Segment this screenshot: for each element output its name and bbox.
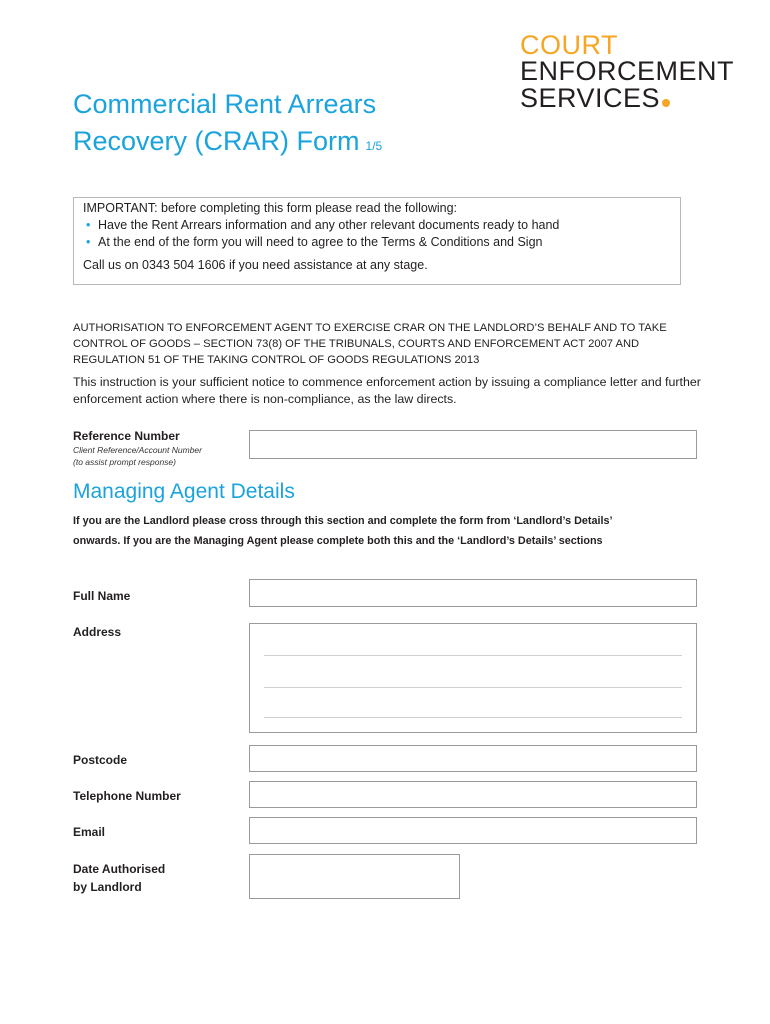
company-logo: [520, 32, 750, 111]
logo-line-court: COURT: [520, 30, 619, 60]
address-line-divider: [264, 655, 682, 656]
instructions-line-2: onwards. If you are the Managing Agent please complete both this and the ‘Landlord’s Details’ sections: [73, 535, 603, 547]
address-line-divider: [264, 687, 682, 688]
page-title-line-2: [73, 123, 382, 165]
logo-dot-icon: [662, 99, 670, 107]
page-number: 1/5: [365, 139, 383, 153]
managing-agent-instructions: [73, 511, 693, 551]
important-intro: IMPORTANT: before completing this form please read the following:: [83, 201, 458, 215]
important-bullet-text: Have the Rent Arrears information and any other relevant documents ready to hand: [98, 218, 560, 232]
email-input[interactable]: [249, 817, 697, 844]
page-title-line-2-text: Recovery (CRAR) Form: [73, 126, 360, 156]
reference-hint-line-1: Client Reference/Account Number: [73, 445, 202, 455]
important-notice-box: [73, 197, 681, 285]
telephone-label: Telephone Number: [73, 789, 181, 803]
authorisation-body: This instruction is your sufficient notice to commence enforcement action by issuing a compliance letter and further enforcement action where there is non-compliance, as the law directs.: [73, 375, 701, 406]
authorisation-heading: AUTHORISATION TO ENFORCEMENT AGENT TO EXERCISE CRAR ON THE LANDLORD’S BEHALF AND TO TAKE CONTROL OF GOODS – SECTION 73(8) OF THE TRIBUNALS, COURTS AND ENFORCEMENT ACT 2007 AND REGULATION 51 OF THE TAKING CONTROL OF GOODS REGULATIONS 2013: [73, 322, 667, 366]
page-title-line-1: Commercial Rent Arrears: [73, 89, 377, 119]
date-authorised-label: [73, 860, 165, 896]
reference-number-input[interactable]: [249, 430, 697, 459]
logo-line-enforcement: ENFORCEMENT: [520, 56, 734, 87]
bullet-icon: •: [86, 218, 91, 232]
important-bullet-text: At the end of the form you will need to agree to the Terms & Conditions and Sign: [98, 235, 543, 249]
important-bullet-item: [83, 234, 672, 251]
reference-number-label: Reference Number: [73, 429, 180, 443]
bullet-icon: •: [86, 235, 91, 249]
important-bullet-item: [83, 217, 672, 234]
date-authorised-input[interactable]: [249, 854, 460, 899]
full-name-label: Full Name: [73, 589, 131, 603]
instructions-line-1: If you are the Landlord please cross through this section and complete the form from ‘Landlord’s Details’: [73, 515, 613, 527]
reference-number-hint: [73, 444, 202, 468]
managing-agent-heading: Managing Agent Details: [73, 480, 295, 503]
postcode-label: Postcode: [73, 753, 128, 767]
logo-line-services: [520, 82, 750, 113]
address-textarea[interactable]: [249, 623, 697, 733]
date-authorised-label-line-1: Date Authorised: [73, 862, 166, 876]
address-line-divider: [264, 717, 682, 718]
page-title: [73, 86, 382, 165]
full-name-input[interactable]: [249, 579, 697, 607]
logo-line-services-text: SERVICES: [520, 82, 661, 113]
postcode-input[interactable]: [249, 745, 697, 772]
reference-hint-line-2: (to assist prompt response): [73, 457, 176, 467]
important-list: [83, 217, 672, 251]
address-label: Address: [73, 625, 122, 639]
email-label: Email: [73, 825, 106, 839]
telephone-input[interactable]: [249, 781, 697, 808]
date-authorised-label-line-2: by Landlord: [73, 880, 142, 894]
assistance-phone-text: Call us on 0343 504 1606 if you need assistance at any stage.: [83, 258, 428, 272]
